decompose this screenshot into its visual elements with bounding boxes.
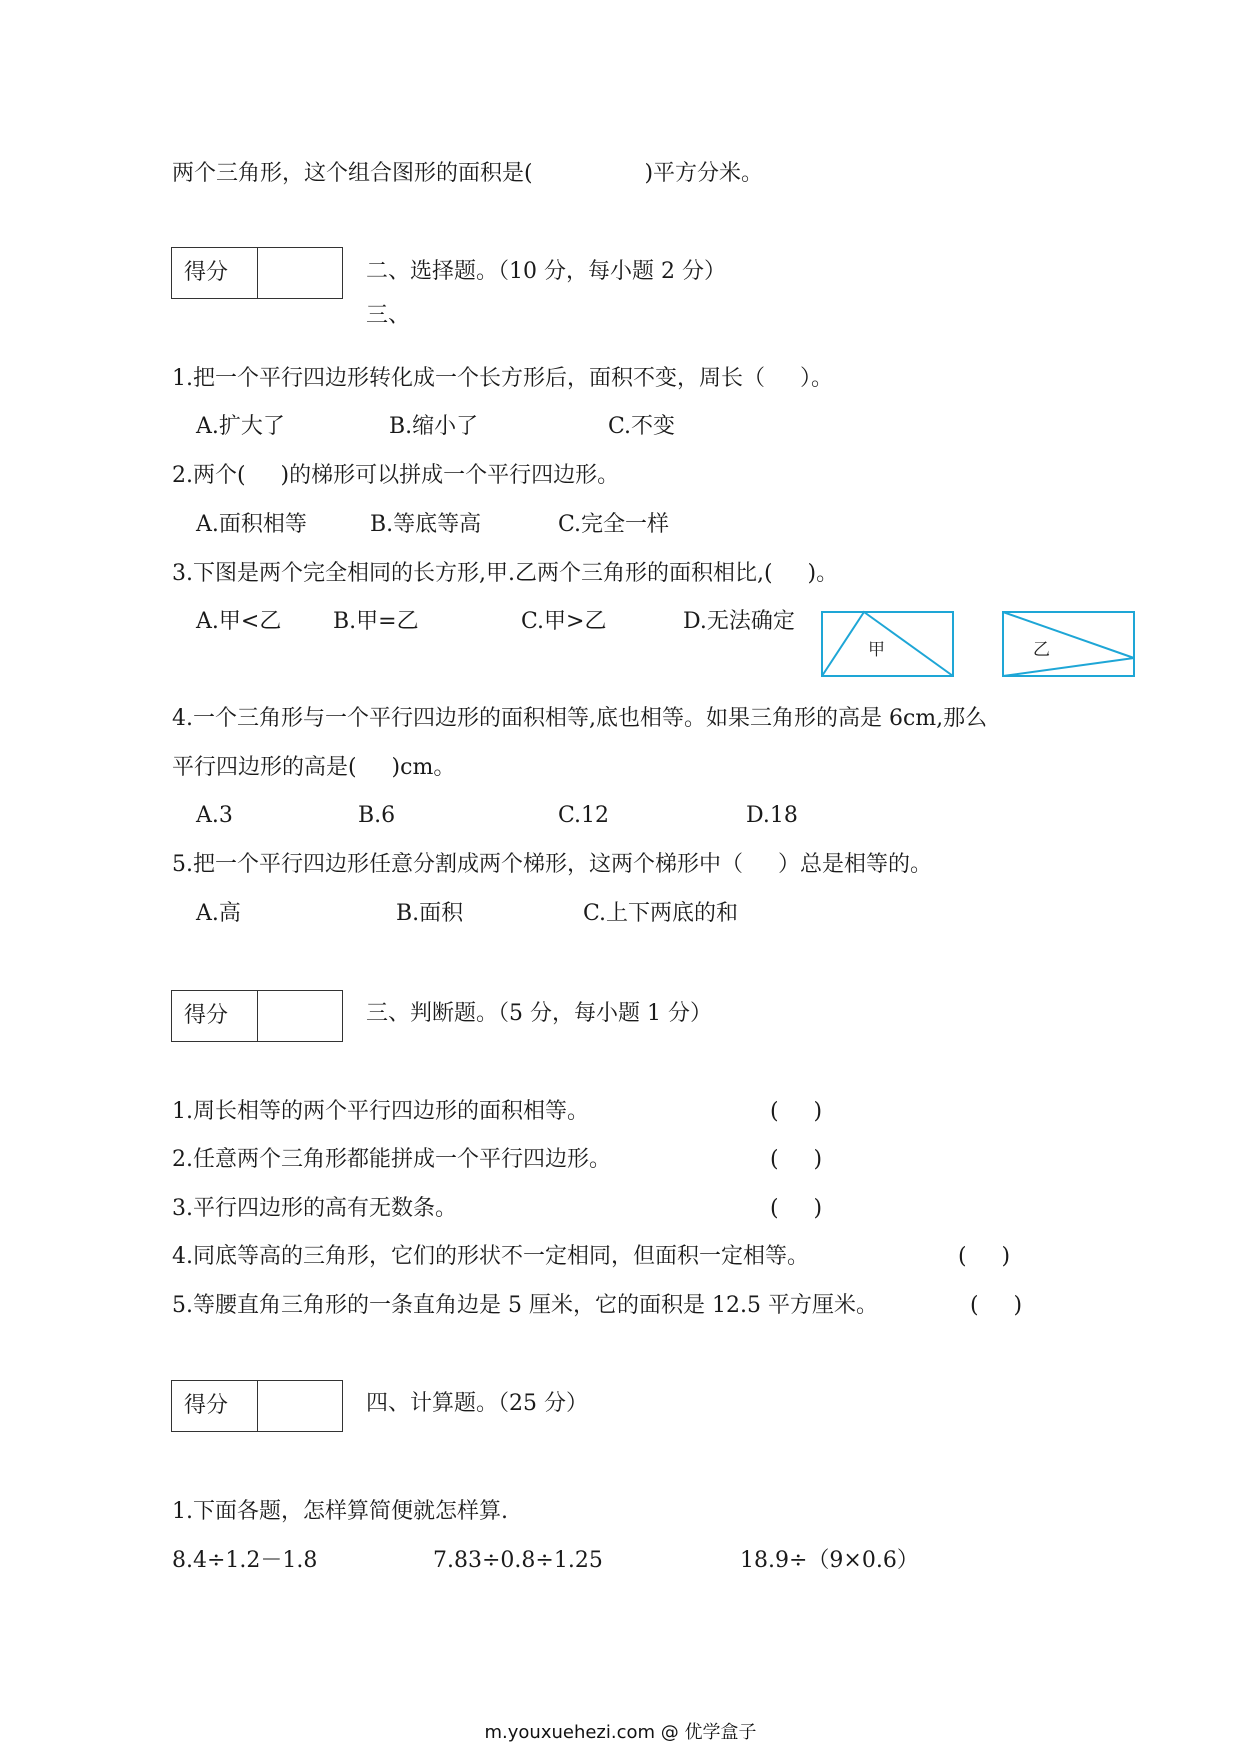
section2-heading: 二、选择题。（10 分，每小题 2 分） [366, 259, 726, 284]
q2-4-text2: 平行四边形的高是( )cm。 [172, 755, 456, 780]
section2-extra: 三、 [366, 303, 411, 328]
score-label: 得分 [172, 1381, 258, 1431]
q3-1-paren: ( ) [770, 1099, 823, 1124]
q4-1-text: 1.下面各题，怎样算简便就怎样算. [172, 1499, 508, 1524]
figure-rectangle-yi [1001, 610, 1137, 678]
expression-1: 8.4÷1.2－1.8 [172, 1548, 318, 1573]
q2-5-option-c: C.上下两底的和 [583, 901, 739, 926]
q2-5-option-a: A.高 [196, 901, 241, 926]
q3-5-paren: ( ) [970, 1293, 1023, 1318]
q2-3-option-c: C.甲>乙 [521, 609, 607, 634]
q2-2-option-b: B.等底等高 [370, 512, 482, 537]
q2-4-option-a: A.3 [196, 803, 233, 828]
q2-2-option-c: C.完全一样 [558, 512, 670, 537]
q2-4-option-b: B.6 [358, 803, 396, 828]
figure-label-jia: 甲 [868, 640, 885, 660]
q2-5-option-b: B.面积 [396, 901, 464, 926]
q2-3-option-a: A.甲<乙 [196, 609, 282, 634]
q2-3-option-d: D.无法确定 [683, 609, 795, 634]
q2-4-option-c: C.12 [558, 803, 610, 828]
q2-3-text: 3.下图是两个完全相同的长方形,甲.乙两个三角形的面积相比,( )。 [172, 561, 839, 586]
footer-watermark: m.youxuehezi.com @ 优学盒子 [484, 1722, 757, 1743]
q2-1-text: 1.把一个平行四边形转化成一个长方形后，面积不变，周长（ ）。 [172, 366, 833, 391]
q3-3-paren: ( ) [770, 1196, 823, 1221]
q3-1-text: 1.周长相等的两个平行四边形的面积相等。 [172, 1099, 589, 1124]
q3-4-paren: ( ) [958, 1244, 1011, 1269]
q3-2-text: 2.任意两个三角形都能拼成一个平行四边形。 [172, 1147, 611, 1172]
q3-5-text: 5.等腰直角三角形的一条直角边是 5 厘米，它的面积是 12.5 平方厘米。 [172, 1293, 878, 1318]
q2-1-option-a: A.扩大了 [196, 414, 285, 439]
expression-2: 7.83÷0.8÷1.25 [433, 1548, 603, 1573]
figure-rectangle-jia [820, 610, 956, 678]
figure-label-yi: 乙 [1033, 640, 1050, 660]
top-line: 两个三角形，这个组合图形的面积是( )平方分米。 [172, 161, 764, 186]
q2-1-option-c: C.不变 [608, 414, 676, 439]
q2-2-option-a: A.面积相等 [196, 512, 307, 537]
q3-3-text: 3.平行四边形的高有无数条。 [172, 1196, 457, 1221]
score-label: 得分 [172, 991, 258, 1041]
section3-heading: 三、判断题。（5 分，每小题 1 分） [366, 1001, 712, 1026]
q2-5-text: 5.把一个平行四边形任意分割成两个梯形，这两个梯形中（ ）总是相等的。 [172, 852, 932, 877]
q2-3-option-b: B.甲=乙 [333, 609, 419, 634]
q3-4-text: 4.同底等高的三角形，它们的形状不一定相同，但面积一定相等。 [172, 1244, 809, 1269]
section4-heading: 四、计算题。（25 分） [366, 1391, 588, 1416]
q2-2-text: 2.两个( )的梯形可以拼成一个平行四边形。 [172, 463, 620, 488]
q2-4-text: 4.一个三角形与一个平行四边形的面积相等,底也相等。如果三角形的高是 6cm,那么 [172, 706, 988, 731]
q2-1-option-b: B.缩小了 [389, 414, 479, 439]
score-box-section2 [171, 247, 343, 299]
q2-4-option-d: D.18 [746, 803, 798, 828]
score-box-section4 [171, 1380, 343, 1432]
score-label: 得分 [172, 248, 258, 298]
q3-2-paren: ( ) [770, 1147, 823, 1172]
score-box-section3 [171, 990, 343, 1042]
expression-3: 18.9÷（9×0.6） [740, 1548, 919, 1573]
